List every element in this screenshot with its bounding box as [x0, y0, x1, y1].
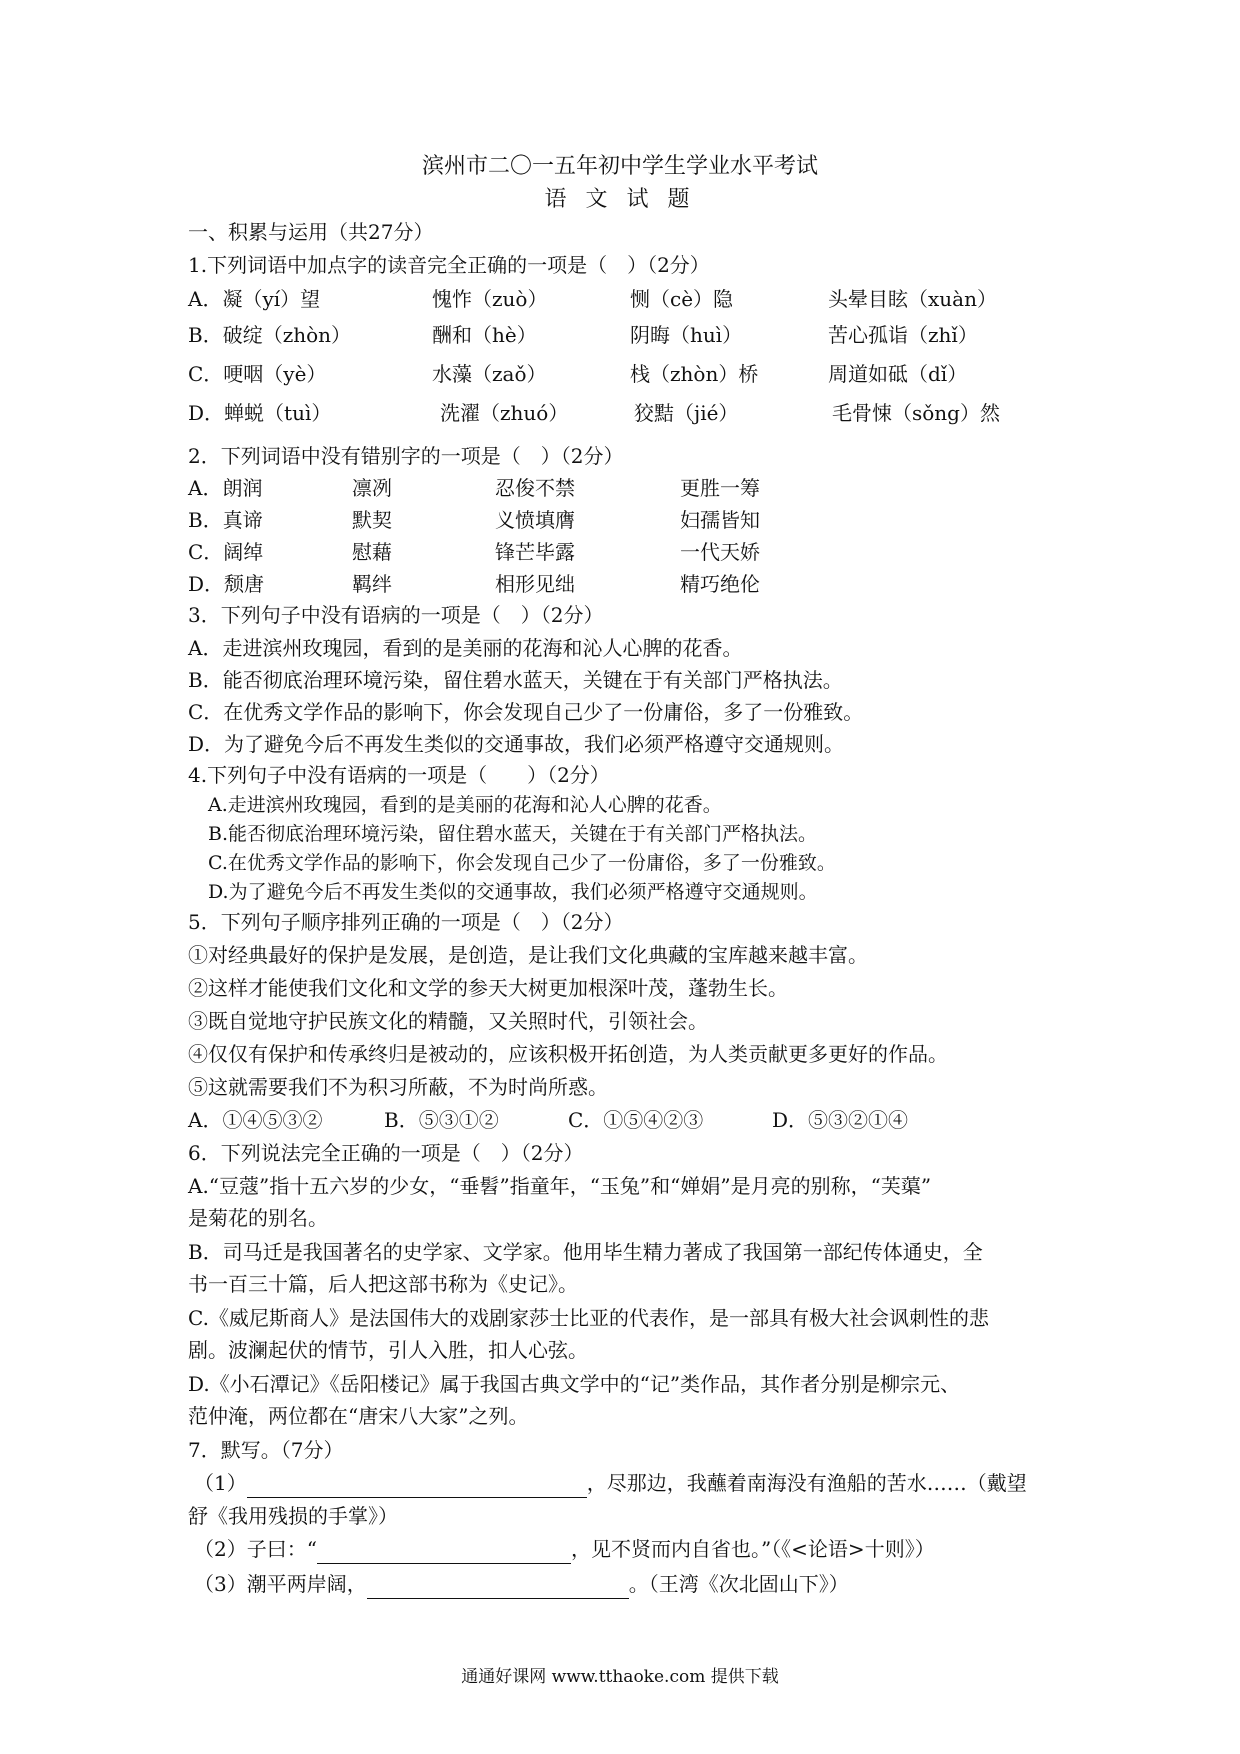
answer-blank-2[interactable] — [317, 1539, 571, 1564]
q2-cell: 一代天娇 — [680, 540, 760, 564]
q2-cell: 妇孺皆知 — [680, 508, 760, 532]
q1-cell: 苦心孤诣（zhǐ） — [828, 323, 978, 347]
q2-cell: 义愤填膺 — [495, 508, 575, 532]
answer-blank-3[interactable] — [367, 1574, 629, 1599]
q7-item-1-continued: 舒《我用残损的手掌》） — [188, 1504, 398, 1528]
q2-cell: 精巧绝伦 — [680, 572, 760, 596]
q1-cell: 头晕目眩（xuàn） — [828, 287, 997, 311]
q2-cell: A．朗润 — [188, 476, 263, 500]
q3-option: C．在优秀文学作品的影响下，你会发现自己少了一份庸俗，多了一份雅致。 — [188, 700, 864, 724]
q1-cell: 周道如砥（dǐ） — [828, 362, 968, 386]
q5-sentence: ⑤这就需要我们不为积习所蔽，不为时尚所惑。 — [188, 1075, 608, 1099]
q3-option: B．能否彻底治理环境污染，留住碧水蓝天，关键在于有关部门严格执法。 — [188, 668, 843, 692]
q7-item-3 — [194, 1572, 1074, 1599]
q7-item-2-text: ，见不贤而内自省也。”（《<论语>十则》） — [570, 1537, 935, 1561]
exam-title: 滨州市二〇一五年初中学生学业水平考试 — [421, 154, 818, 179]
q1-cell: 阴晦（huì） — [630, 323, 743, 347]
q1-cell: 水藻（zaǒ） — [432, 362, 547, 386]
question-4-stem: 4.下列句子中没有语病的一项是（ ）（2分） — [188, 763, 610, 787]
q2-cell: 默契 — [352, 508, 392, 532]
q1-cell: 毛骨悚（sǒng）然 — [832, 401, 1000, 425]
question-1-stem: 1.下列词语中加点字的读音完全正确的一项是（ ）（2分） — [188, 253, 710, 277]
q5-sentence: ④仅仅有保护和传承终归是被动的，应该积极开拓创造，为人类贡献更多更好的作品。 — [188, 1042, 948, 1066]
q5-sentence: ①对经典最好的保护是发展，是创造，是让我们文化典藏的宝库越来越丰富。 — [188, 943, 868, 967]
q4-option: C.在优秀文学作品的影响下，你会发现自己少了一份庸俗，多了一份雅致。 — [208, 852, 836, 874]
q7-item-1-number: （1） — [194, 1471, 247, 1495]
q6-text-line: C.《威尼斯商人》是法国伟大的戏剧家莎士比亚的代表作，是一部具有极大社会讽刺性的悲 — [188, 1306, 989, 1330]
q2-cell: 慰藉 — [352, 540, 392, 564]
question-6-stem: 6．下列说法完全正确的一项是（ ）（2分） — [188, 1141, 584, 1165]
q3-option: D．为了避免今后不再发生类似的交通事故，我们必须严格遵守交通规则。 — [188, 732, 845, 756]
q5-choice: C．①⑤④②③ — [568, 1108, 704, 1132]
q1-cell: 恻（cè）隐 — [630, 287, 734, 311]
q4-option: B.能否彻底治理环境污染，留住碧水蓝天，关键在于有关部门严格执法。 — [208, 823, 818, 845]
q2-cell: 凛冽 — [352, 476, 392, 500]
answer-blank-1[interactable] — [247, 1473, 587, 1498]
q6-text-line: 是菊花的别名。 — [188, 1206, 328, 1230]
question-3-stem: 3．下列句子中没有语病的一项是（ ）（2分） — [188, 603, 604, 627]
q7-item-2-lead: （2）子曰：“ — [194, 1537, 317, 1561]
q2-cell: C．阔绰 — [188, 540, 264, 564]
section-heading: 一、积累与运用（共27分） — [188, 220, 434, 244]
q1-cell: 酬和（hè） — [432, 323, 537, 347]
q1-cell: 狡黠（jié） — [634, 401, 739, 425]
q2-cell: 锋芒毕露 — [495, 540, 575, 564]
q6-text-line: B．司马迁是我国著名的史学家、文学家。他用毕生精力著成了我国第一部纪传体通史，全 — [188, 1240, 983, 1264]
q5-choice: D．⑤③②①④ — [772, 1108, 909, 1132]
q2-cell: 更胜一筹 — [680, 476, 760, 500]
q5-sentence: ②这样才能使我们文化和文学的参天大树更加根深叶茂，蓬勃生长。 — [188, 976, 788, 1000]
q6-text-line: D.《小石潭记》《岳阳楼记》属于我国古典文学中的“记”类作品，其作者分别是柳宗元、 — [188, 1372, 961, 1396]
q6-text-line: A.“豆蔻”指十五六岁的少女，“垂髫”指童年，“玉兔”和“婵娟”是月亮的别称，“芙蕖” — [188, 1174, 932, 1198]
q2-cell: 羁绊 — [352, 572, 392, 596]
q7-item-3-lead: （3）潮平两岸阔， — [194, 1572, 367, 1596]
q5-choice: A．①④⑤③② — [188, 1108, 323, 1132]
q1-cell: B．破绽（zhòn） — [188, 323, 352, 347]
q1-cell: C．哽咽（yè） — [188, 362, 327, 386]
q2-cell: 忍俊不禁 — [495, 476, 575, 500]
q5-sentence: ③既自觉地守护民族文化的精髓，又关照时代，引领社会。 — [188, 1009, 708, 1033]
q4-option: A.走进滨州玫瑰园，看到的是美丽的花海和沁人心脾的花香。 — [208, 794, 722, 816]
exam-subtitle: 语 文 试 题 — [544, 187, 696, 212]
q3-option: A．走进滨州玫瑰园，看到的是美丽的花海和沁人心脾的花香。 — [188, 636, 743, 660]
page-footer: 通通好课网 www.tthaoke.com 提供下载 — [461, 1667, 779, 1687]
q1-cell: 栈（zhòn）桥 — [630, 362, 759, 386]
q7-item-1-text: ，尽那边，我蘸着南海没有渔船的苦水……（戴望 — [586, 1471, 1027, 1495]
q6-text-line: 书一百三十篇，后人把这部书称为《史记》。 — [188, 1272, 578, 1296]
question-2-stem: 2．下列词语中没有错别字的一项是（ ）（2分） — [188, 444, 624, 468]
q7-item-2 — [194, 1537, 1074, 1564]
q1-cell: 洗濯（zhuó） — [440, 401, 569, 425]
q2-cell: D．颓唐 — [188, 572, 265, 596]
q6-text-line: 剧。波澜起伏的情节，引人入胜，扣人心弦。 — [188, 1338, 588, 1362]
q6-text-line: 范仲淹，两位都在“唐宋八大家”之列。 — [188, 1404, 529, 1428]
q4-option: D.为了避免今后不再发生类似的交通事故，我们必须严格遵守交通规则。 — [208, 881, 818, 903]
q7-item-3-text: 。（王湾《次北固山下》） — [628, 1572, 849, 1596]
q1-cell: 愧怍（zuò） — [432, 287, 548, 311]
question-7-stem: 7．默写。（7分） — [188, 1438, 344, 1462]
q2-cell: 相形见绌 — [495, 572, 575, 596]
q1-cell: D．蝉蜕（tuì） — [188, 401, 332, 425]
q5-choice: B．⑤③①② — [384, 1108, 499, 1132]
q1-cell: A．凝（yí）望 — [188, 287, 321, 311]
q7-item-1 — [194, 1471, 1074, 1498]
question-5-stem: 5．下列句子顺序排列正确的一项是（ ）（2分） — [188, 910, 624, 934]
q2-cell: B．真谛 — [188, 508, 263, 532]
